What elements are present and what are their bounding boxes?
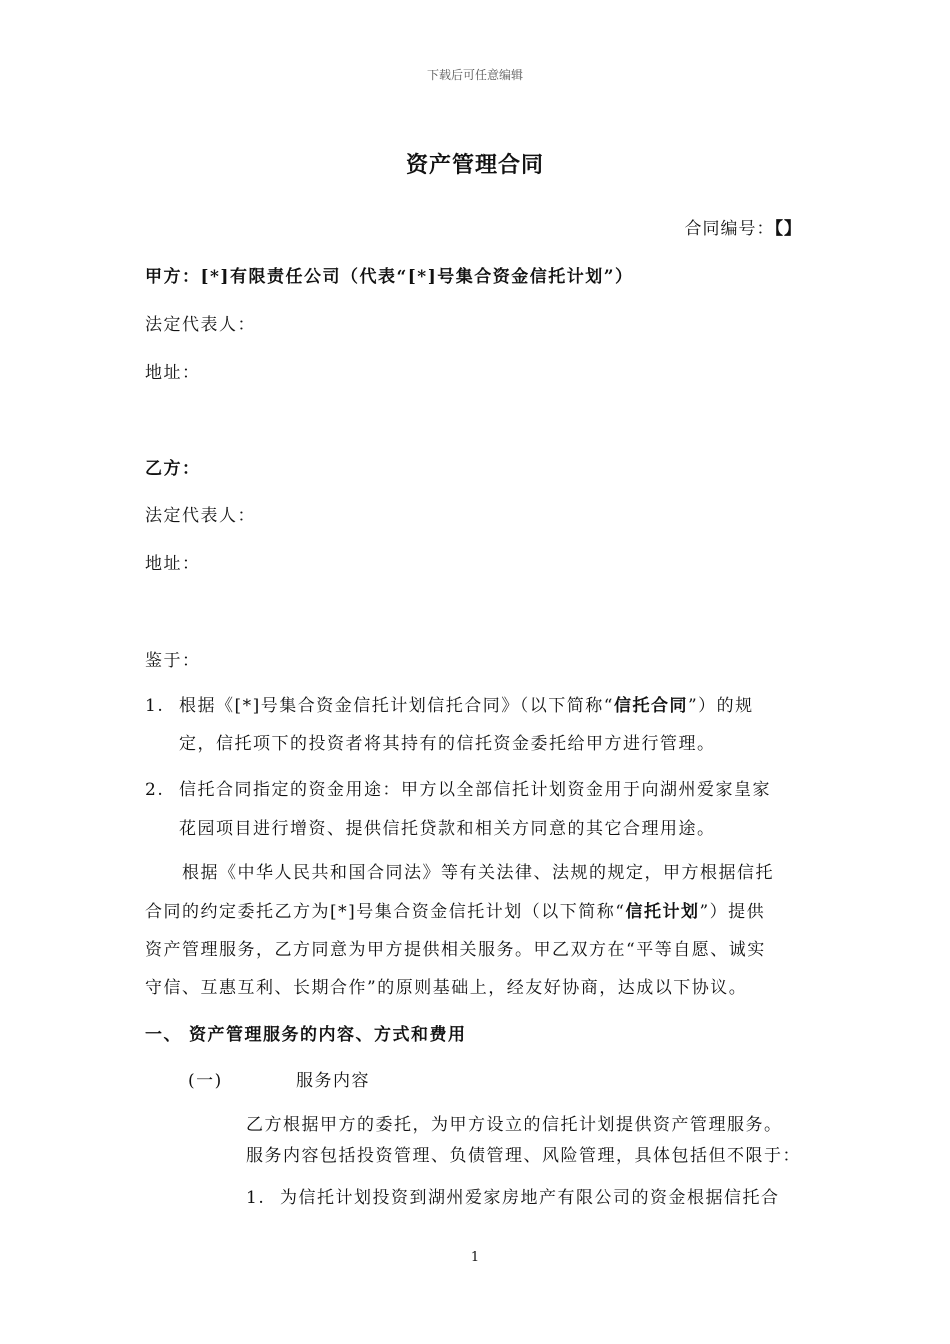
whereas-item-1 bbox=[145, 691, 754, 716]
preamble-line-3: 资产管理服务，乙方同意为甲方提供相关服务。甲乙双方在“平等自愿、诚实 bbox=[145, 940, 766, 960]
section-number: 一、 bbox=[145, 1025, 182, 1045]
subsection-1-para-line-1: 乙方根据甲方的委托，为甲方设立的信托计划提供资产管理服务。 bbox=[246, 1115, 783, 1135]
subsection-1-para-line-2: 服务内容包括投资管理、负债管理、风险管理，具体包括但不限于： bbox=[246, 1146, 801, 1166]
list-number: 1. bbox=[145, 696, 165, 716]
subsection-number: (一) bbox=[188, 1071, 223, 1091]
defined-term: 信托合同 bbox=[613, 696, 688, 716]
party-a-heading: 甲方：[*]有限责任公司（代表“[*]号集合资金信托计划”） bbox=[145, 267, 634, 287]
section-title: 资产管理服务的内容、方式和费用 bbox=[189, 1025, 467, 1045]
section-1-heading bbox=[145, 1020, 467, 1045]
party-b-address: 地址： bbox=[145, 554, 201, 574]
preamble-text: 合同的约定委托乙方为[*]号集合资金信托计划（以下简称“ bbox=[145, 902, 626, 922]
party-a-representative: 法定代表人： bbox=[145, 315, 256, 335]
whereas-item-1-line-2: 定，信托项下的投资者将其持有的信托资金委托给甲方进行管理。 bbox=[179, 734, 716, 754]
whereas-item-2 bbox=[145, 775, 771, 800]
list-text: ”）的规 bbox=[687, 696, 754, 716]
subsection-title: 服务内容 bbox=[296, 1071, 370, 1091]
list-text: 根据《[*]号集合资金信托计划信托合同》（以下简称“ bbox=[179, 696, 614, 716]
list-number: 1. bbox=[246, 1188, 266, 1208]
preamble-line-4: 守信、互惠互利、长期合作”的原则基础上，经友好协商，达成以下协议。 bbox=[145, 978, 748, 998]
list-text: 信托合同指定的资金用途：甲方以全部信托计划资金用于向湖州爱家皇家 bbox=[179, 780, 771, 800]
header-note: 下载后可任意编辑 bbox=[426, 68, 523, 82]
whereas-label: 鉴于： bbox=[145, 651, 201, 671]
contract-number bbox=[685, 214, 803, 239]
list-number: 2. bbox=[145, 780, 165, 800]
preamble-line-1: 根据《中华人民共和国合同法》等有关法律、法规的规定，甲方根据信托 bbox=[182, 863, 774, 883]
party-b-representative: 法定代表人： bbox=[145, 506, 256, 526]
defined-term: 信托计划 bbox=[625, 902, 700, 922]
party-b-heading: 乙方： bbox=[145, 459, 201, 479]
contract-number-label: 合同编号： bbox=[684, 219, 775, 239]
preamble-text: ”）提供 bbox=[699, 902, 766, 922]
whereas-item-2-line-2: 花园项目进行增资、提供信托贷款和相关方同意的其它合理用途。 bbox=[179, 819, 716, 839]
contract-number-value: 【】 bbox=[774, 219, 802, 239]
list-text: 为信托计划投资到湖州爱家房地产有限公司的资金根据信托合 bbox=[280, 1188, 780, 1208]
subsection-1-item-1 bbox=[246, 1183, 780, 1208]
document-title: 资产管理合同 bbox=[405, 152, 544, 178]
subsection-1-heading bbox=[188, 1066, 370, 1091]
preamble-line-2 bbox=[145, 897, 765, 922]
party-a-address: 地址： bbox=[145, 363, 201, 383]
page-number: 1 bbox=[470, 1250, 480, 1265]
